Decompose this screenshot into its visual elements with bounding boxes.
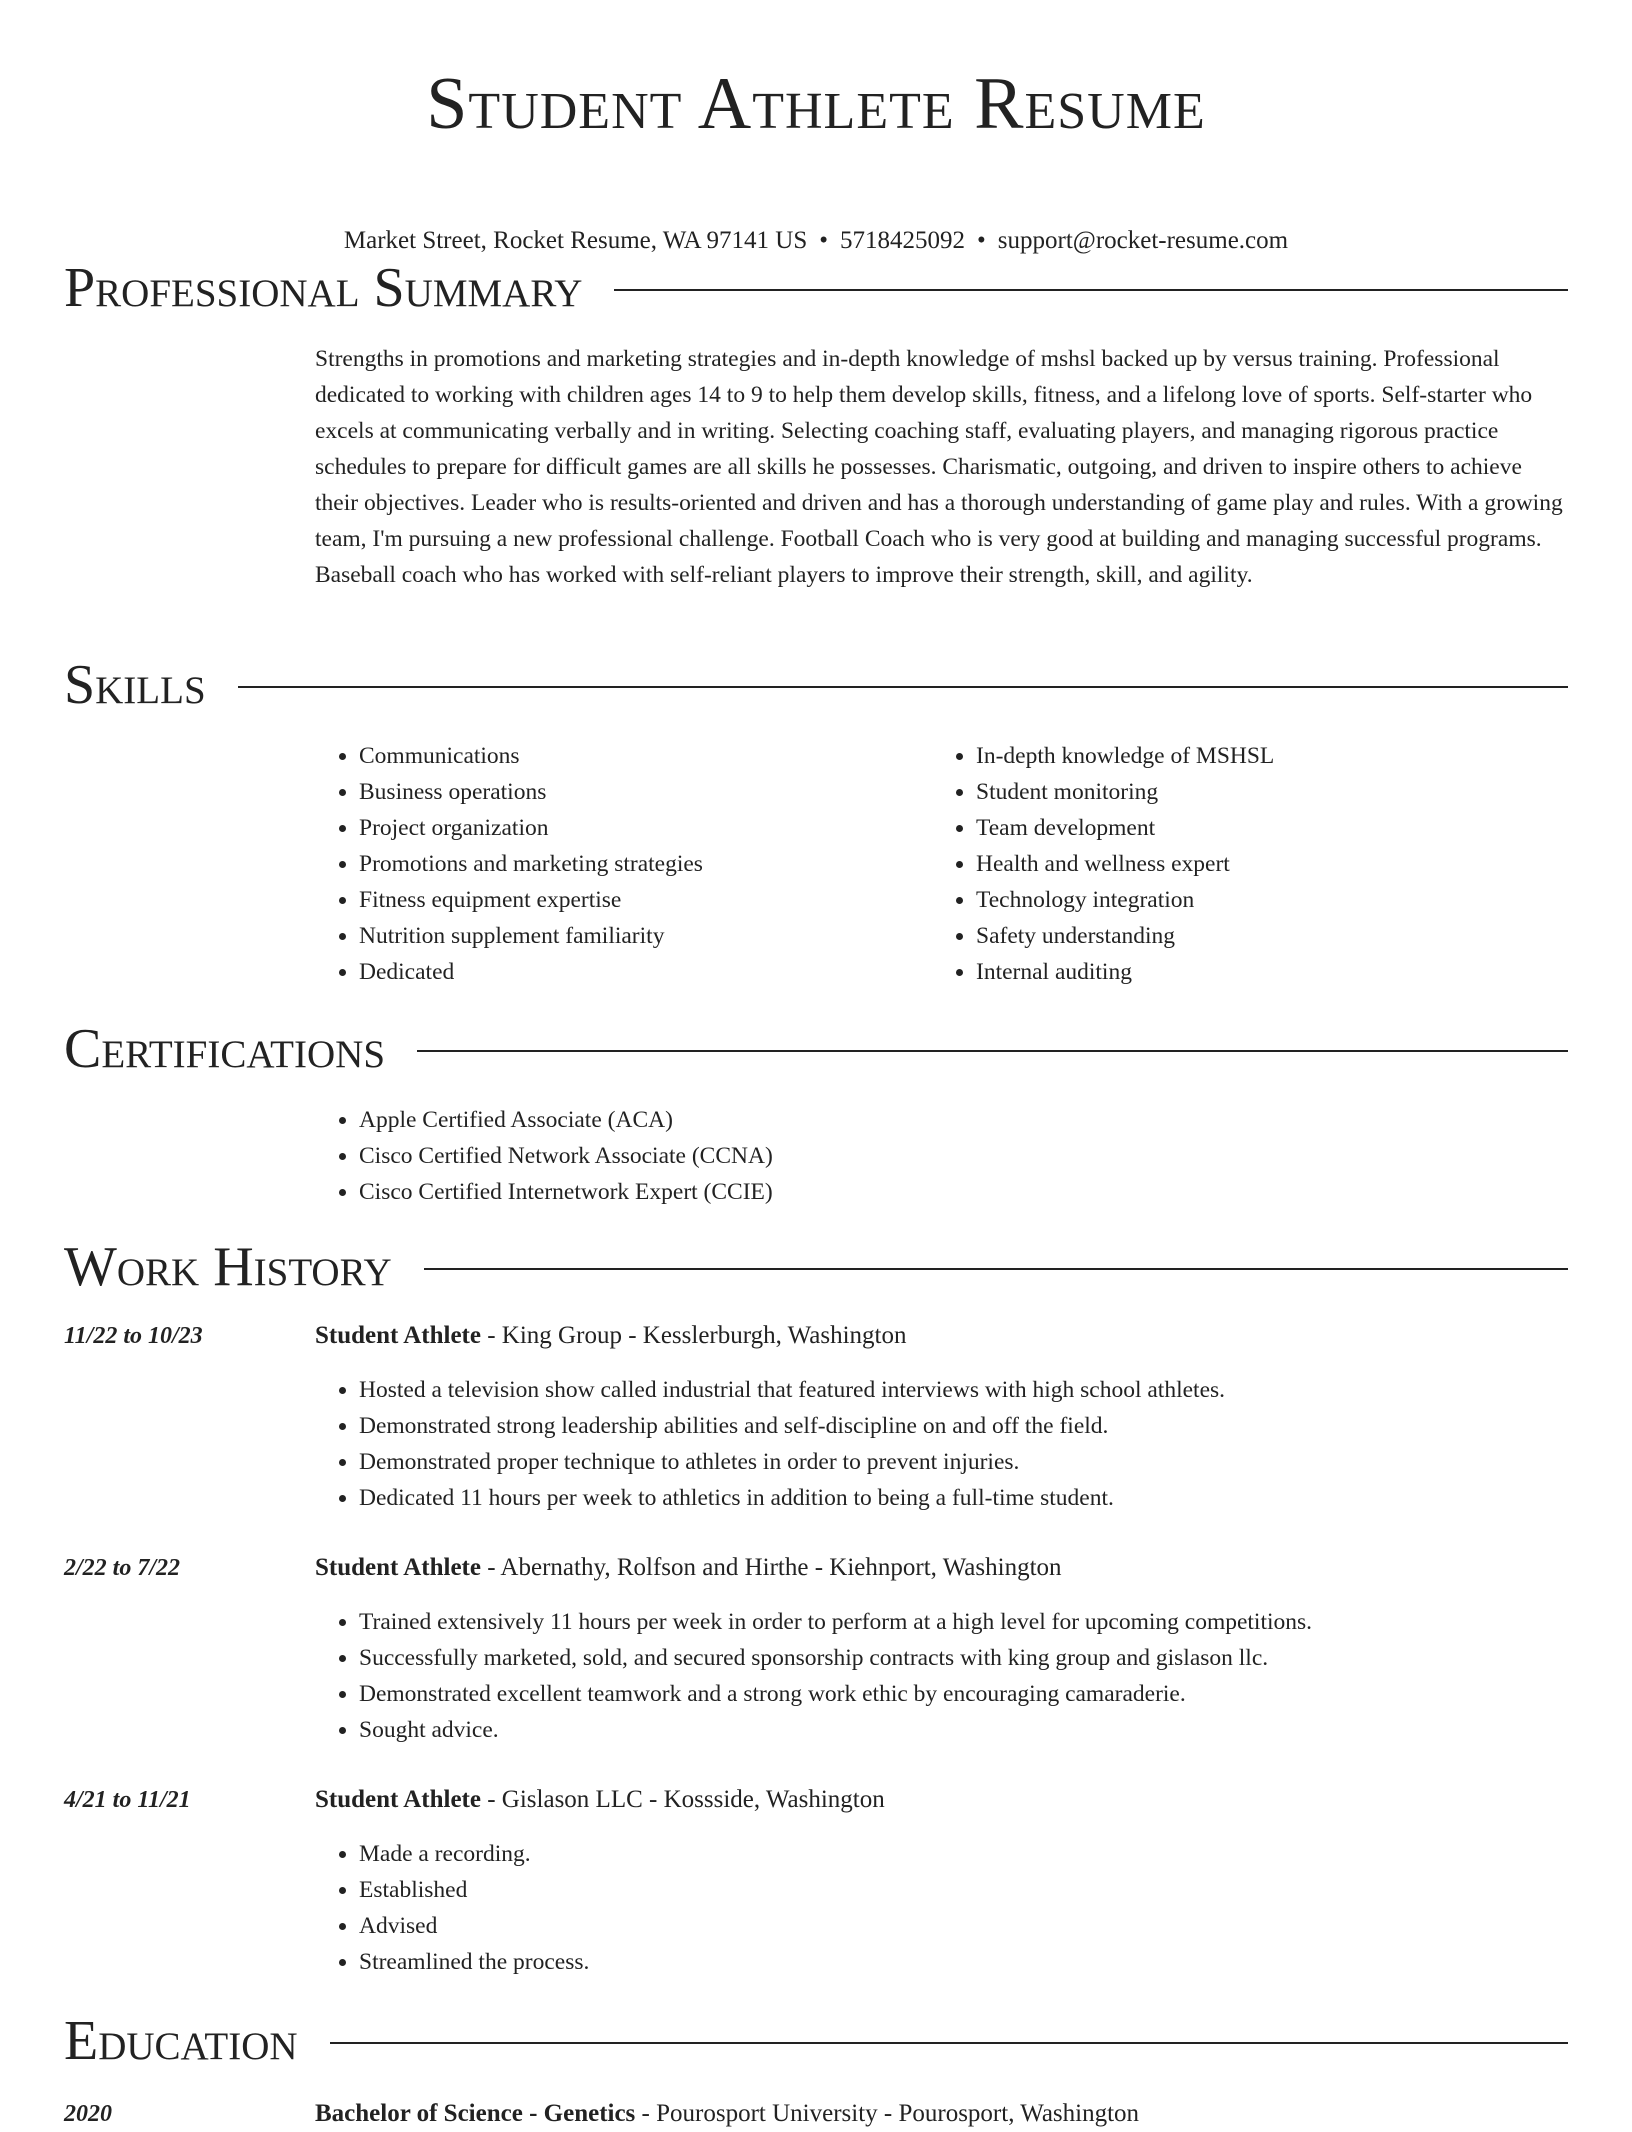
job-title: Student Athlete: [315, 1786, 481, 1813]
section-title: Skills: [64, 654, 206, 716]
job-employer: - Abernathy, Rolfson and Hirthe - Kiehnport, Washington: [480, 1554, 1062, 1581]
skill-item: • Nutrition supplement familiarity: [359, 918, 932, 954]
job-bullet: • Sought advice.: [359, 1712, 1568, 1748]
section-divider: [238, 686, 1568, 688]
certification-item: • Cisco Certified Network Associate (CCNA): [359, 1138, 1568, 1174]
section-header: [64, 1234, 1568, 1300]
summary-text: Strengths in promotions and marketing strategies and in-depth knowledge of mshsl backed up by versus training. Professional dedicated to working with children ages 14 to 9 to help them develop skills, fitness, and a lifelong love of sports. Self-starter who excels at communicating verbally and in writing. Selecting coaching staff, evaluating players, and managing rigorous practice schedules to prepare for difficult games are all skills he possesses. Charismatic, outgoing, and driven to inspire others to achieve their objectives. Leader who is results-oriented and driven and has a thorough understanding of game play and rules. With a growing team, I'm pursuing a new professional challenge. Football Coach who is very good at building and managing successful programs. Baseball coach who has worked with self-reliant players to improve their strength, skill, and agility.: [315, 346, 1563, 588]
school: - Pourosport University - Pourosport, Washington: [635, 2100, 1140, 2127]
job-dates: 11/22 to 10/23: [64, 1323, 203, 1349]
job-entry: [64, 1550, 1568, 1748]
job-title-line: [315, 1782, 1568, 1818]
education-entry: [64, 2096, 1568, 2132]
phone: 5718425092: [840, 227, 966, 254]
resume-title: Student Athlete Resume: [426, 63, 1206, 145]
skill-item: • Communications: [359, 738, 932, 774]
skill-item: • Business operations: [359, 774, 932, 810]
section-divider: [424, 1268, 1568, 1270]
job-body: [315, 1550, 1568, 1748]
section-header: [64, 255, 1568, 321]
education-date: 2020: [64, 2101, 112, 2127]
skill-item: • Student monitoring: [976, 774, 1549, 810]
certification-item: • Cisco Certified Internetwork Expert (CCIE): [359, 1174, 1568, 1210]
skills-column-right: [932, 738, 1549, 990]
section-header: [64, 652, 1568, 718]
skill-item: • Internal auditing: [976, 954, 1549, 990]
job-bullet: • Trained extensively 11 hours per week in order to perform at a high level for upcoming competitions.: [359, 1604, 1568, 1640]
skill-item: • Promotions and marketing strategies: [359, 846, 932, 882]
job-bullet: • Demonstrated proper technique to athletes in order to prevent injuries.: [359, 1444, 1568, 1480]
job-body: [315, 1318, 1568, 1516]
section-header: [64, 2008, 1568, 2074]
job-bullet: • Hosted a television show called industrial that featured interviews with high school athletes.: [359, 1372, 1568, 1408]
skills-list: [315, 738, 1568, 990]
skill-item: • Safety understanding: [976, 918, 1549, 954]
job-bullet: • Streamlined the process.: [359, 1944, 1568, 1980]
section-title: Professional Summary: [64, 257, 583, 319]
skill-item: • Health and wellness expert: [976, 846, 1549, 882]
section-divider: [614, 289, 1568, 291]
bullet-separator: •: [819, 227, 829, 254]
job-entry: [64, 1318, 1568, 1516]
job-bullet: • Demonstrated strong leadership abilities and self-discipline on and off the field.: [359, 1408, 1568, 1444]
job-bullet: • Advised: [359, 1908, 1568, 1944]
section-title: Education: [64, 2010, 298, 2072]
job-dates: 4/21 to 11/21: [64, 1787, 191, 1813]
skill-item: • Project organization: [359, 810, 932, 846]
education-line: [315, 2096, 1568, 2132]
job-body: [315, 1782, 1568, 1980]
skill-item: • Team development: [976, 810, 1549, 846]
section-title: Work History: [64, 1236, 392, 1298]
section-work-history: [64, 1234, 1568, 1980]
job-title-line: [315, 1318, 1568, 1354]
job-bullet: • Demonstrated excellent teamwork and a strong work ethic by encouraging camaraderie.: [359, 1676, 1568, 1712]
job-bullet: • Established: [359, 1872, 1568, 1908]
certification-item: • Apple Certified Associate (ACA): [359, 1102, 1568, 1138]
job-entry: [64, 1782, 1568, 1980]
section-certifications: [64, 1016, 1568, 1210]
job-title: Student Athlete: [315, 1554, 481, 1581]
section-header: [64, 1016, 1568, 1082]
job-title: Student Athlete: [315, 1322, 481, 1349]
section-professional-summary: [64, 255, 1568, 593]
resume-page: [64, 0, 1568, 2127]
job-bullet: • Successfully marketed, sold, and secured sponsorship contracts with king group and gislason llc.: [359, 1640, 1568, 1676]
skill-item: • In-depth knowledge of MSHSL: [976, 738, 1549, 774]
job-employer: - Gislason LLC - Kossside, Washington: [480, 1786, 885, 1813]
section-skills: [64, 652, 1568, 990]
skill-item: • Dedicated: [359, 954, 932, 990]
email-link[interactable]: support@rocket-resume.com: [997, 227, 1289, 254]
bullet-separator: •: [977, 227, 986, 254]
job-bullet: • Dedicated 11 hours per week to athletics in addition to being a full-time student.: [359, 1480, 1568, 1516]
section-title: Certifications: [64, 1018, 386, 1080]
job-bullets: [315, 1836, 1568, 1980]
education-body: [315, 2096, 1568, 2132]
contact-line: [64, 226, 1568, 256]
job-employer: - King Group - Kesslerburgh, Washington: [480, 1322, 907, 1349]
section-education: [64, 2008, 1568, 2132]
job-title-line: [315, 1550, 1568, 1586]
skill-item: • Technology integration: [976, 882, 1549, 918]
section-divider: [417, 1050, 1568, 1052]
job-bullets: [315, 1604, 1568, 1748]
skills-column-left: [315, 738, 932, 990]
skill-item: • Fitness equipment expertise: [359, 882, 932, 918]
job-dates: 2/22 to 7/22: [64, 1555, 181, 1581]
degree: Bachelor of Science - Genetics: [315, 2100, 636, 2127]
certifications-list: [315, 1102, 1568, 1210]
address: Market Street, Rocket Resume, WA 97141 US: [343, 227, 808, 254]
job-bullet: • Made a recording.: [359, 1836, 1568, 1872]
job-bullets: [315, 1372, 1568, 1516]
section-divider: [330, 2042, 1568, 2044]
